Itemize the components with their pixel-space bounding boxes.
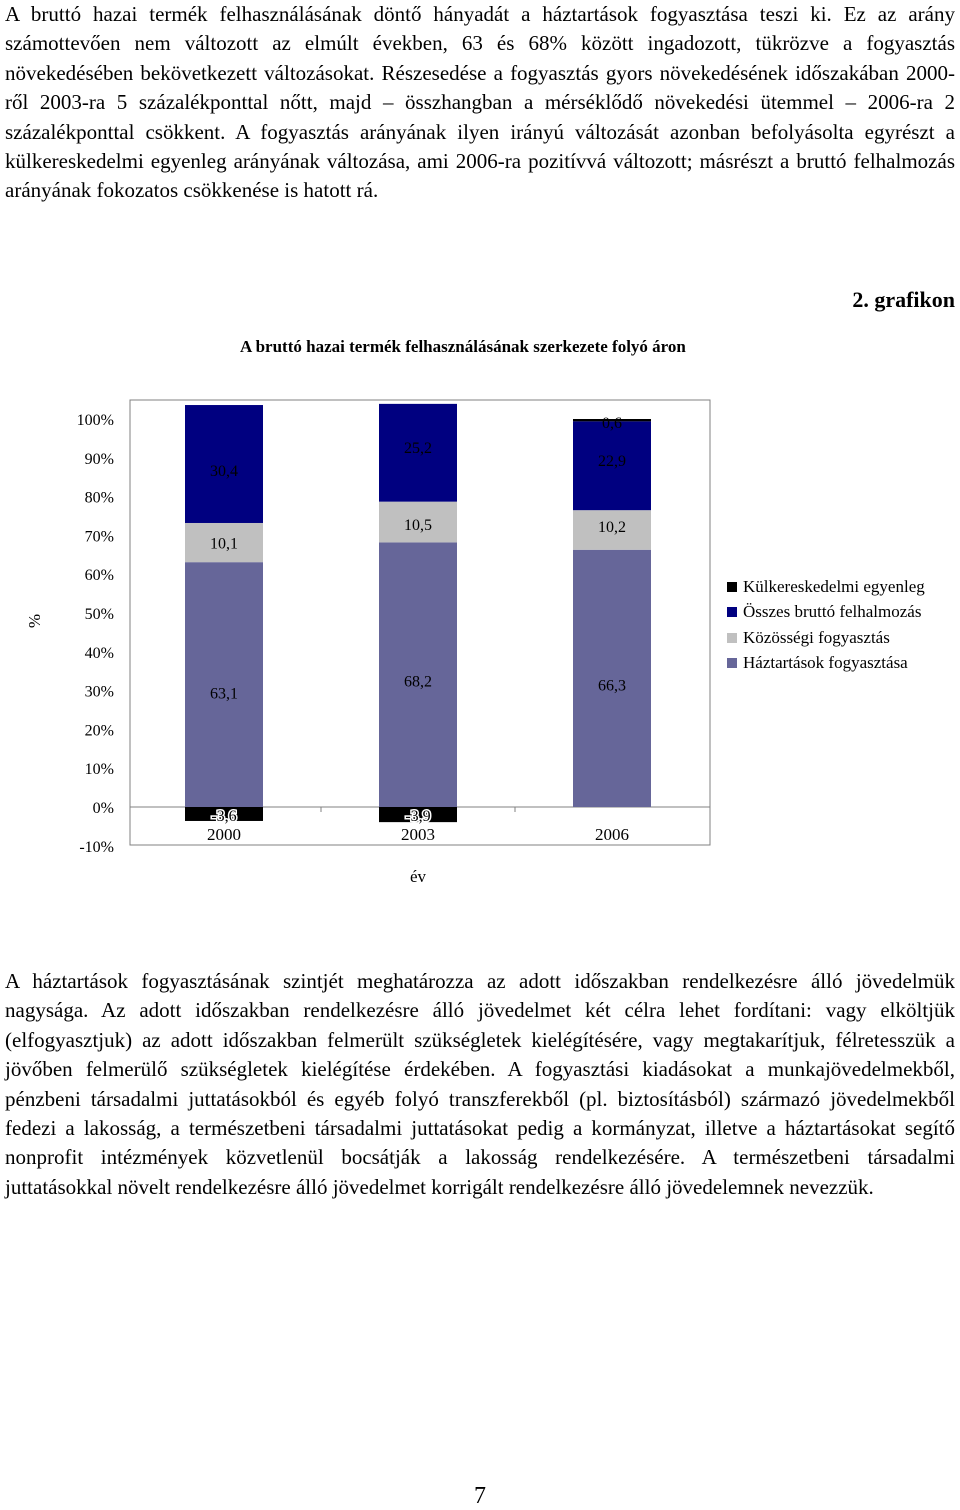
legend-label: Háztartások fogyasztása	[743, 653, 908, 673]
y-tick-label: 100%	[76, 412, 114, 429]
bar-data-label: 25,2	[404, 439, 432, 457]
y-tick-label: 40%	[84, 644, 114, 662]
body-paragraph: A háztartások fogyasztásának szintjét meghatározza az adott időszakban rendelkezésre álló jövedelmük nagysága. Az adott időszakban rendelkezésre álló jövedelmet két célra lehet fordítani: vagy elköltjük (elfogyasztjuk) az adott időszakban felmerült szükségletek kielégítésére, vagy megtakarítjuk, félretesszük a jövőben felmerülő szükségletek kielégítése érdekében. A fogyasztási kiadásokat a munkajövedelmekből, pénzbeni társadalmi juttatásokból és egyéb folyó transzferekből (pl. biztosításból) származó jövedelmekből fedezi a lakosság, a természetbeni társadalmi juttatásokat pedig a kormányzat, illetve a háztartásokat segítő nonprofit intézmények közvetlenül bocsátják a lakosság rendelkezésére. A természetbeni társadalmi juttatásokkal növelt rendelkezésre álló jövedelmet korrigált rendelkezésre álló jövedelemnek nevezzük.	[5, 969, 955, 1199]
y-tick-label: 30%	[84, 683, 114, 701]
bar-data-label: 22,9	[598, 452, 626, 470]
legend-swatch	[727, 633, 737, 643]
y-tick-label: 20%	[84, 722, 114, 740]
bar-data-label: 0,6	[602, 415, 622, 432]
legend-label: Külkereskedelmi egyenleg	[743, 576, 925, 596]
bar-data-label: 68,2	[404, 673, 432, 691]
x-tick-label: 2006	[595, 825, 629, 844]
legend-label: Közösségi fogyasztás	[743, 627, 890, 647]
bar-data-label: 10,1	[210, 535, 238, 553]
bar-data-label: 66,3	[598, 677, 626, 695]
legend-swatch	[727, 582, 737, 592]
y-tick-label: 70%	[84, 528, 114, 546]
bar-data-label: 63,1	[210, 685, 238, 703]
legend-item	[727, 600, 925, 626]
bar-data-label: 10,2	[598, 518, 626, 536]
x-axis-label: év	[409, 867, 427, 886]
page-number: 7	[474, 1483, 486, 1509]
y-tick-label: 90%	[84, 450, 114, 468]
legend-item	[727, 574, 925, 600]
legend-swatch	[727, 658, 737, 668]
legend-item	[727, 625, 925, 651]
bar-segment	[185, 562, 263, 807]
bar-data-label: 10,5	[404, 517, 432, 535]
bar-data-label: 30,4	[210, 463, 238, 481]
y-tick-label: -10%	[79, 838, 114, 856]
legend-swatch	[727, 607, 737, 617]
chart-title: A bruttó hazai termék felhasználásának szerkezete folyó áron	[240, 337, 686, 356]
x-tick-label: 2003	[401, 825, 435, 844]
y-tick-label: 60%	[84, 567, 114, 585]
y-axis-label: %	[25, 613, 44, 629]
intro-paragraph: A bruttó hazai termék felhasználásának döntő hányadát a háztartások fogyasztása teszi ki. Ez az arány számottevően nem változott az elmúlt években, 63 és 68% között ingadozott, tükrözve a fogyasztás növekedésében bekövetkezett változásokat. Részesedése a fogyasztás gyors növekedésének időszakában 2000-ről 2003-ra 5 százalékponttal nőtt, majd – összhangban a mérséklődő növekedési ütemmel – 2006-ra 2 százalékponttal csökkent. A fogyasztás arányának ilyen irányú változását azonban befolyásolta egyrészt a külkereskedelmi egyenleg arányának változása, ami 2006-ra pozitívvá változott; másrészt a bruttó felhalmozás arányának fokozatos csökkenése is hatott rá.	[5, 2, 955, 203]
figure-label: 2. grafikon	[852, 287, 955, 312]
legend-item	[727, 651, 925, 677]
legend-label: Összes bruttó felhalmozás	[743, 602, 922, 622]
y-tick-label: 50%	[84, 606, 114, 623]
y-tick-label: 80%	[84, 489, 114, 507]
y-tick-label: 10%	[84, 761, 114, 779]
bar-data-label: -3,9	[405, 808, 431, 825]
chart-legend	[727, 574, 925, 676]
y-tick-label: 0%	[92, 800, 114, 817]
x-tick-label: 2000	[207, 825, 241, 844]
bar-data-label: -3,6	[211, 808, 237, 825]
